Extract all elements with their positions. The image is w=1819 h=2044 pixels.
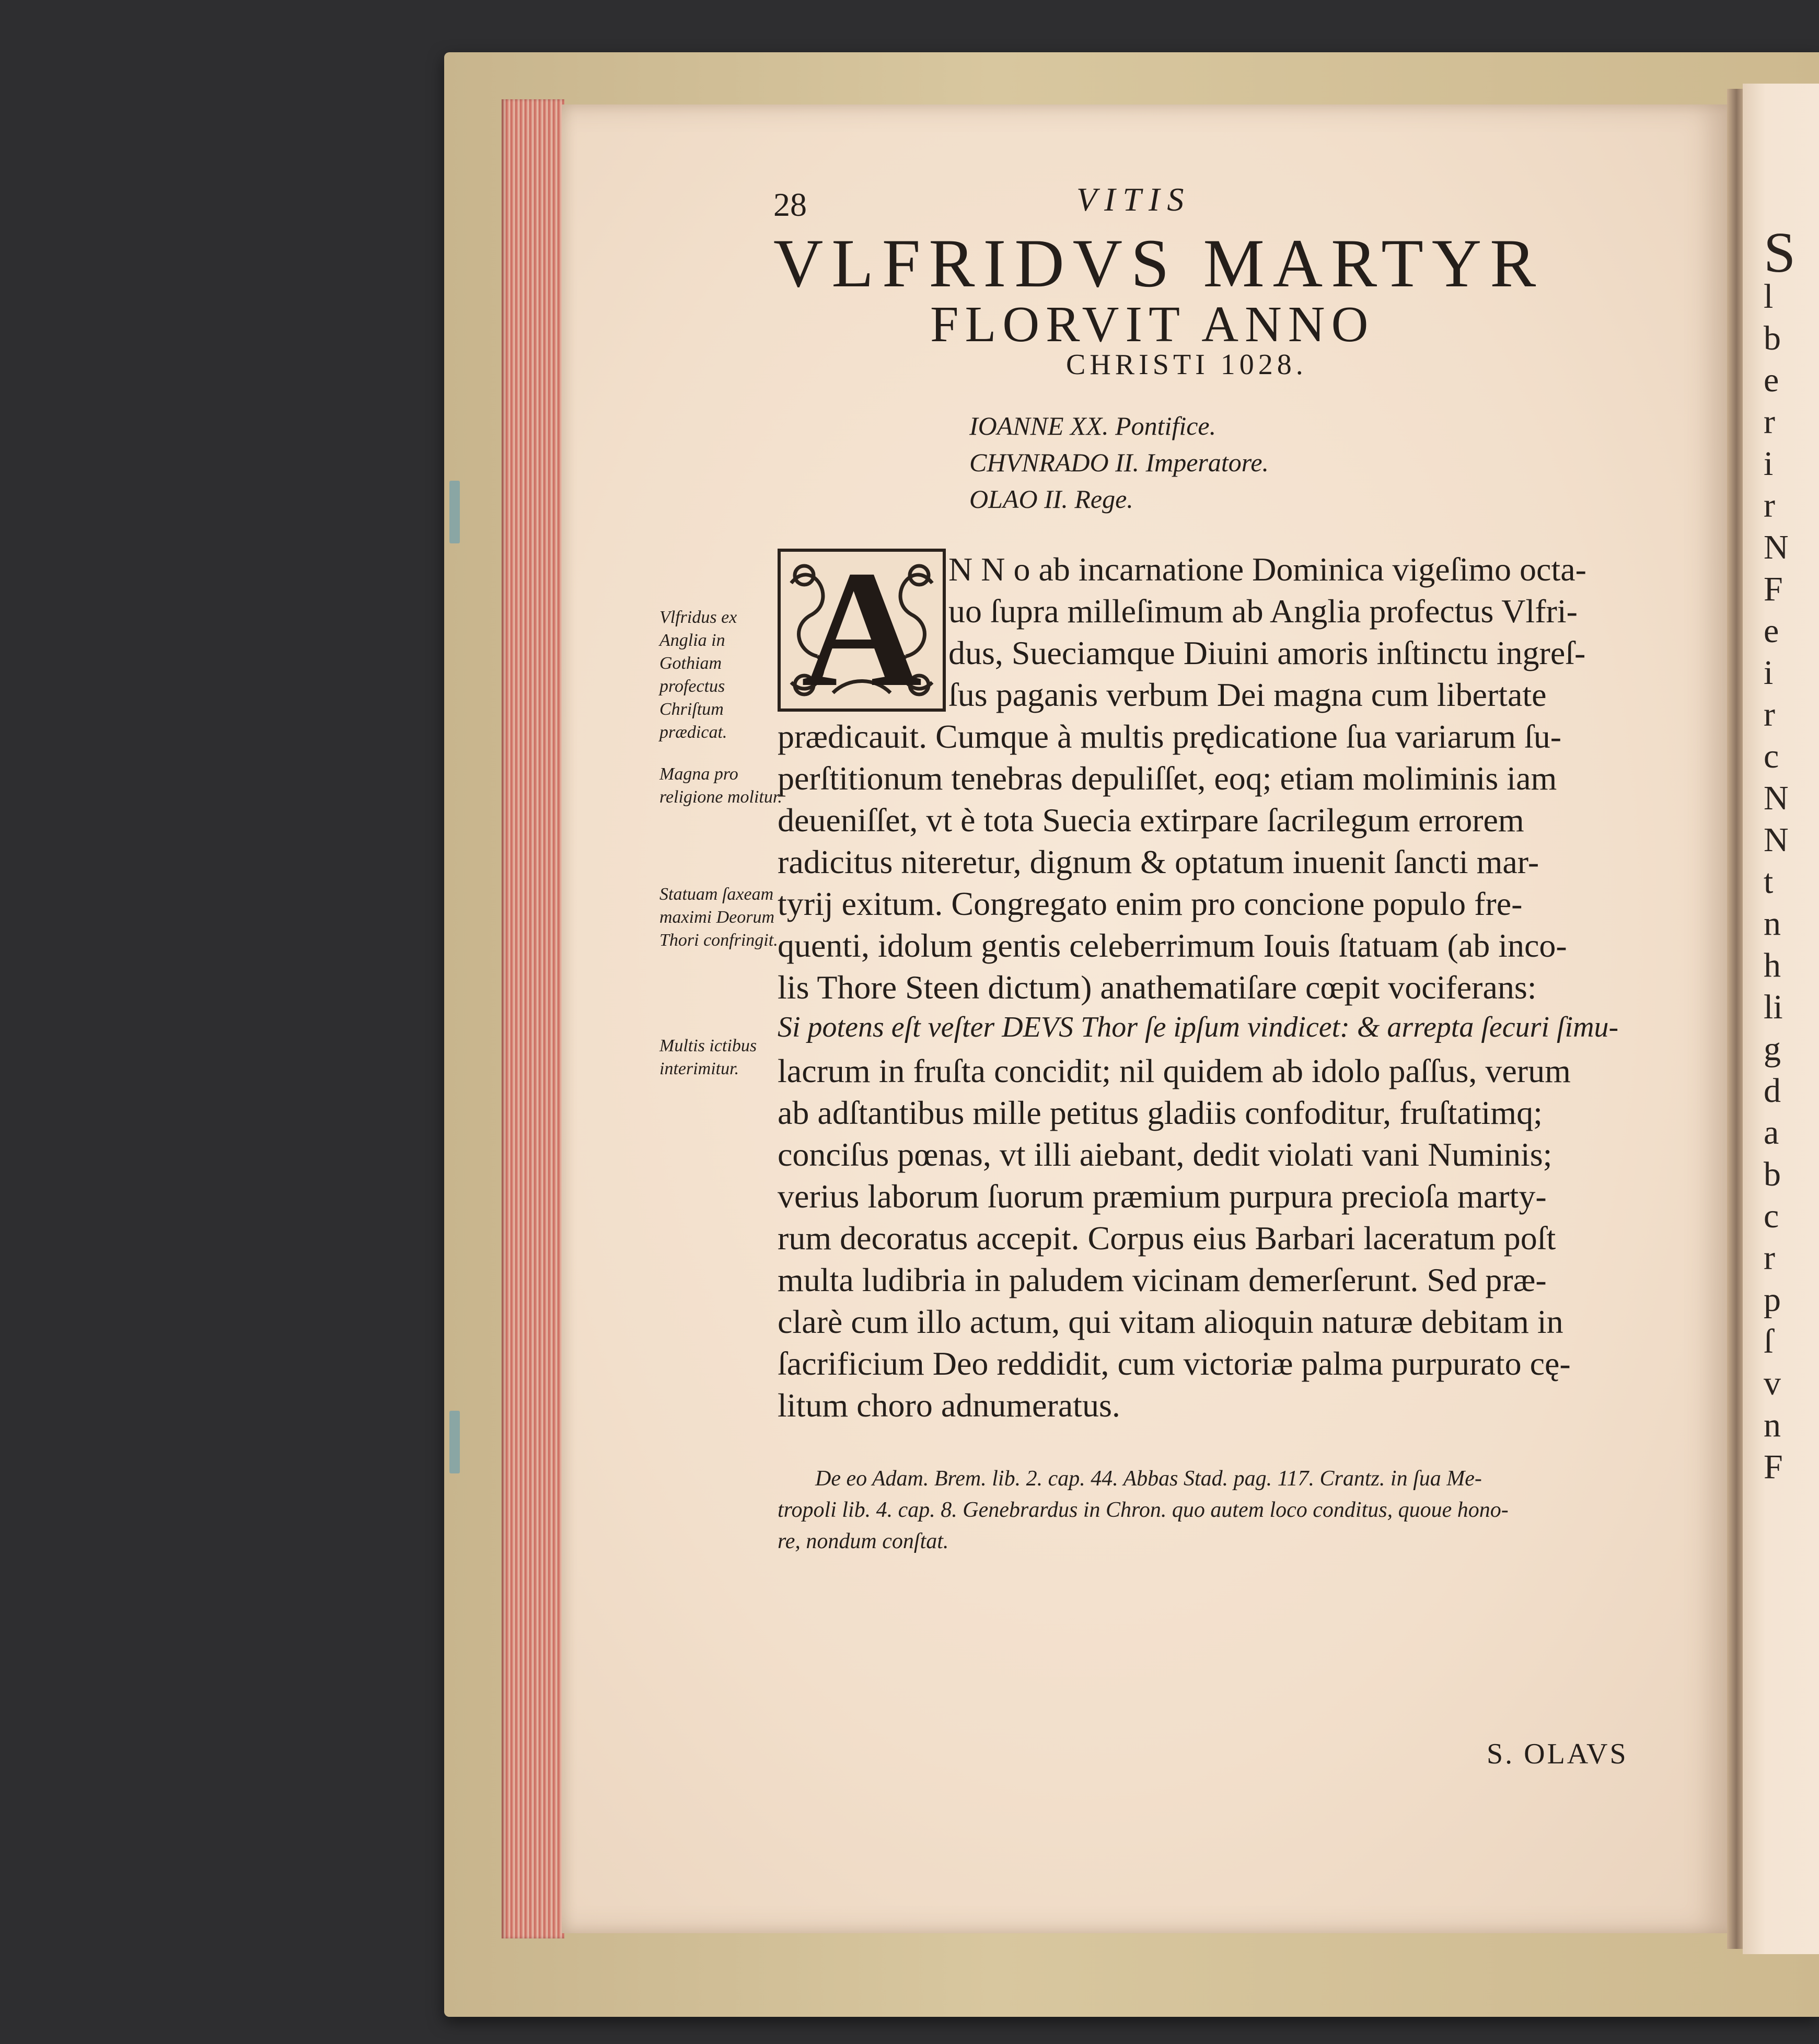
body-line: conciſus pœnas, vt illi aiebant, dedit violati vani Numinis; [778, 1136, 1552, 1173]
chapter-title: VLFRIDVS MARTYR [773, 225, 1545, 301]
facing-page-fragment: F [1764, 1448, 1783, 1486]
facing-page-fragment: F [1764, 570, 1783, 608]
facing-page-fragment: ſ [1764, 1322, 1774, 1361]
facing-page-fragment: i [1764, 654, 1774, 692]
facing-page-fragment: b [1764, 319, 1781, 357]
facing-page-fragment: r [1764, 695, 1775, 734]
facing-page-fragment: N [1764, 821, 1789, 859]
bookmark-tab [449, 1411, 460, 1473]
body-line: radicitus niteretur, dignum & optatum inuenit ſancti mar- [778, 843, 1539, 880]
body-line: N N o ab incarnatione Dominica vigeſimo octa- [948, 551, 1586, 588]
margin-note: Multis ictibus interimitur. [659, 1036, 757, 1078]
body-line: multa ludibria in paludem vicinam demerſerunt. Sed præ- [778, 1261, 1547, 1298]
body-line: rum decoratus accepit. Corpus eius Barbari laceratum poſt [778, 1220, 1556, 1257]
facing-page-fragment: h [1764, 946, 1781, 984]
facing-page-fragment: r [1764, 486, 1775, 525]
catchword: S. OLAVS [1487, 1738, 1628, 1770]
body-line: lis Thore Steen dictum) anathematiſare cœpit vociferans: [778, 969, 1537, 1006]
facing-page-fragment: t [1764, 863, 1774, 901]
facing-page-fragment: li [1764, 988, 1783, 1026]
facing-page-fragment: v [1764, 1364, 1781, 1402]
margin-note: Magna pro religione molitur. [659, 764, 782, 807]
body-line: quenti, idolum gentis celeberrimum Iouis ſtatuam (ab inco- [778, 927, 1567, 964]
margin-note: Vlfridus ex Anglia in Gothiam profectus Chriſtum prædicat. [659, 608, 737, 742]
facing-page-fragment: r [1764, 1239, 1775, 1277]
facing-page-fragment: N [1764, 779, 1789, 817]
reign-line: IOANNE XX. Pontifice. [969, 411, 1216, 440]
body-line: litum choro adnumeratus. [778, 1387, 1120, 1424]
facing-page-fragment: c [1764, 1197, 1779, 1235]
margin-note: Statuam ſaxeam maximi Deorum Thori confringit. [659, 885, 778, 950]
facing-page-fragment: S [1764, 220, 1796, 284]
body-line: deueniſſet, vt è tota Suecia extirpare ſacrilegum errorem [778, 802, 1524, 839]
body-line: ſus paganis verbum Dei magna cum libertate [948, 676, 1547, 713]
body-line: prædicauit. Cumque à multis prędicatione ſua variarum ſu- [778, 718, 1562, 755]
body-line: clarè cum illo actum, qui vitam alioquin naturæ debitam in [778, 1303, 1563, 1340]
facing-page-fragment: n [1764, 1406, 1781, 1444]
reign-line: OLAO II. Rege. [969, 484, 1133, 514]
body-line: perſtitionum tenebras depuliſſet, eoq; etiam moliminis iam [778, 760, 1557, 797]
body-line: uo ſupra milleſimum ab Anglia profectus Vlfri- [948, 593, 1578, 630]
drop-cap-letter: A [801, 537, 922, 722]
citation-line: De eo Adam. Brem. lib. 2. cap. 44. Abbas Stad. pag. 117. Crantz. in ſua Me- [815, 1467, 1482, 1491]
body-line: dus, Sueciamque Diuini amoris inſtinctu ingreſ- [948, 634, 1586, 671]
body-line: verius laborum ſuorum præmium purpura precioſa marty- [778, 1178, 1547, 1215]
body-line: ab adſtantibus mille petitus gladiis confoditur, fruſtatimq; [778, 1094, 1543, 1131]
facing-page-fragment: d [1764, 1072, 1781, 1110]
facing-page-fragment: a [1764, 1113, 1779, 1152]
citation-line: tropoli lib. 4. cap. 8. Genebrardus in Chron. quo autem loco conditus, quoue hono- [778, 1498, 1509, 1522]
body-line: Si potens eſt veſter DEVS Thor ſe ipſum vindicet: & arrepta ſecuri ſimu- [778, 1011, 1619, 1043]
facing-page-fragment: c [1764, 737, 1779, 775]
facing-page-fragment: e [1764, 361, 1779, 399]
chapter-year: CHRISTI 1028. [1066, 349, 1307, 381]
book-gutter [1727, 89, 1743, 1949]
facing-page-fragment: p [1764, 1281, 1781, 1319]
body-line: tyrij exitum. Congregato enim pro concione populo fre- [778, 885, 1523, 922]
reign-line: CHVNRADO II. Imperatore. [969, 448, 1269, 477]
body-line: ſacrificium Deo reddidit, cum victoriæ palma purpurato cę- [778, 1345, 1571, 1382]
body-line: lacrum in fruſta concidit; nil quidem ab idolo paſſus, verum [778, 1052, 1571, 1089]
bookmark-tab [449, 481, 460, 543]
facing-page-fragment: b [1764, 1155, 1781, 1193]
chapter-subtitle: FLORVIT ANNO [930, 296, 1375, 353]
red-page-edges [502, 99, 564, 1938]
ornamental-drop-cap [778, 537, 946, 722]
facing-page-fragment: n [1764, 904, 1781, 943]
running-head: VITIS [1076, 181, 1191, 218]
facing-page-edge [1743, 84, 1819, 1954]
facing-page-fragment: N [1764, 528, 1789, 566]
citation-line: re, nondum conſtat. [778, 1529, 949, 1553]
page-number: 28 [773, 186, 807, 223]
facing-page-fragment: i [1764, 445, 1774, 483]
facing-page-fragment: g [1764, 1030, 1781, 1068]
facing-page-fragment: e [1764, 612, 1779, 650]
facing-page-fragment: l [1764, 277, 1774, 316]
facing-page-fragment: r [1764, 403, 1775, 441]
